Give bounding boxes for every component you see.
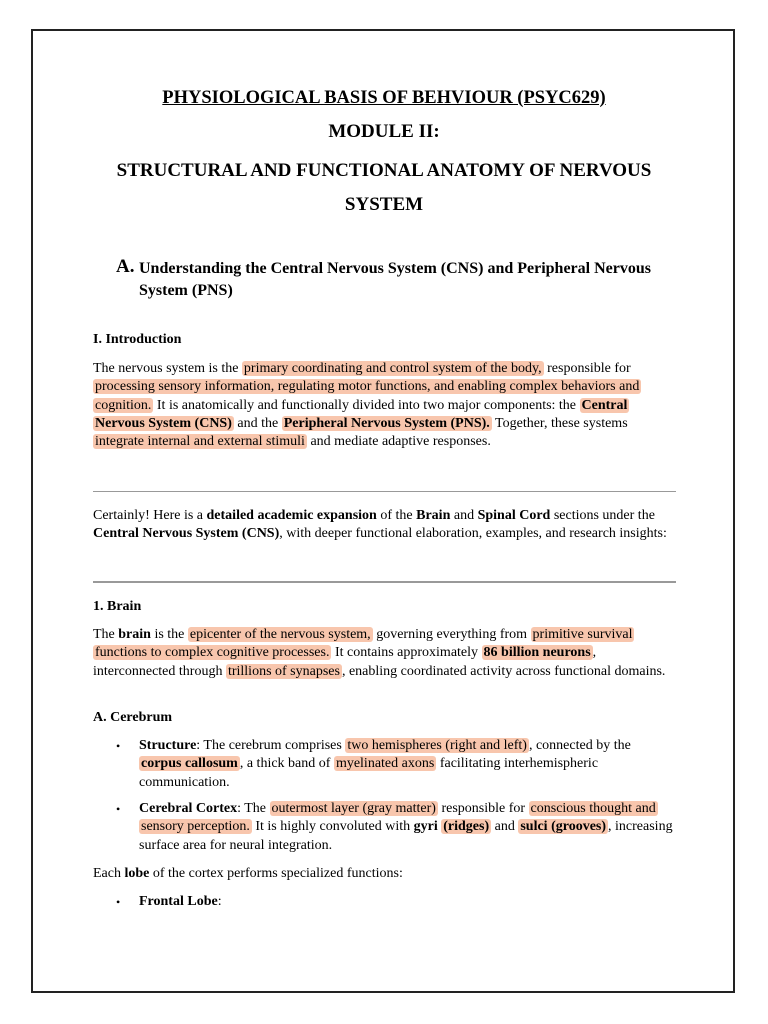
highlight: trillions of synapses <box>227 663 340 679</box>
highlight: primary coordinating and control system of the body, <box>243 361 542 376</box>
highlight: conscious thought and sensory perception. <box>141 801 656 835</box>
lobes-paragraph: Each lobe of the cortex performs specialized functions: <box>93 866 403 881</box>
highlight: sulci (grooves) <box>520 819 607 835</box>
section-a-heading <box>116 258 676 302</box>
brain-paragraph: The brain is the epicenter of the nervous system, governing everything from primitive survival functions to complex cognitive processes. It contains approximately 86 billion neurons , interconnected through trillions of synapses , enabling coordinated activity across functional domains. <box>93 627 666 679</box>
intro-heading: I. Introduction <box>93 332 182 347</box>
highlight: corpus callosum <box>141 756 238 772</box>
highlight: Central Nervous System (CNS) <box>95 397 628 431</box>
highlight: Peripheral Nervous System (PNS). <box>283 415 490 431</box>
course-title: PHYSIOLOGICAL BASIS OF BEHVIOUR (PSYC629) <box>162 88 606 108</box>
frontal-lobe-item: Frontal Lobe: <box>139 894 222 909</box>
intro-paragraph: The nervous system is the primary coordinating and control system of the body, responsible for processing sensory information, regulating motor functions, and enabling complex behaviors and cognition. It is anatomically and functionally divided into two major components: the Central Nervous System (CNS) and the Peripheral Nervous System (PNS). Together, these systems integrate internal and external stimuli and mediate adaptive responses. <box>93 361 640 450</box>
cortex-item: Cerebral Cortex: The outermost layer (gray matter) responsible for conscious thought and sensory perception. It is highly convoluted with gyri (ridges) and sulci (grooves) , increasing surface area for neural integration. <box>139 801 673 853</box>
section-letter: A. <box>116 256 135 277</box>
bullet: • <box>116 895 121 909</box>
highlight: (ridges) <box>443 819 490 835</box>
highlight: primitive survival functions to complex cognitive processes. <box>95 627 633 661</box>
structure-item: Structure: The cerebrum comprises two hemispheres (right and left) , connected by the corpus callosum , a thick band of myelinated axons facilitating interhemispheric communication. <box>139 738 631 790</box>
highlight: integrate internal and external stimuli <box>95 434 305 450</box>
cerebrum-heading: A. Cerebrum <box>93 710 173 725</box>
highlight: myelinated axons <box>335 756 435 772</box>
divider <box>93 491 676 492</box>
bullet: • <box>116 739 121 753</box>
bullet: • <box>116 802 121 816</box>
highlight: 86 billion neurons <box>483 645 591 661</box>
module-subtitle: STRUCTURAL AND FUNCTIONAL ANATOMY OF NERVOUS SYSTEM <box>116 160 652 215</box>
highlight: outermost layer (gray matter) <box>271 801 436 816</box>
module-title: MODULE II: <box>328 121 440 142</box>
highlight: two hemispheres (right and left) <box>347 738 527 753</box>
certainly-paragraph: Certainly! Here is a detailed academic expansion of the Brain and Spinal Cord sections under the Central Nervous System (CNS), with deeper functional elaboration, examples, and research insights: <box>93 508 667 542</box>
section-a-text: Understanding the Central Nervous System (CNS) and Peripheral Nervous System (PNS) <box>139 260 651 299</box>
brain-heading: 1. Brain <box>93 599 142 614</box>
highlight: processing sensory information, regulating motor functions, and enabling complex behaviors and cognition. <box>95 379 640 413</box>
highlight: epicenter of the nervous system, <box>189 627 371 642</box>
divider <box>93 581 676 583</box>
